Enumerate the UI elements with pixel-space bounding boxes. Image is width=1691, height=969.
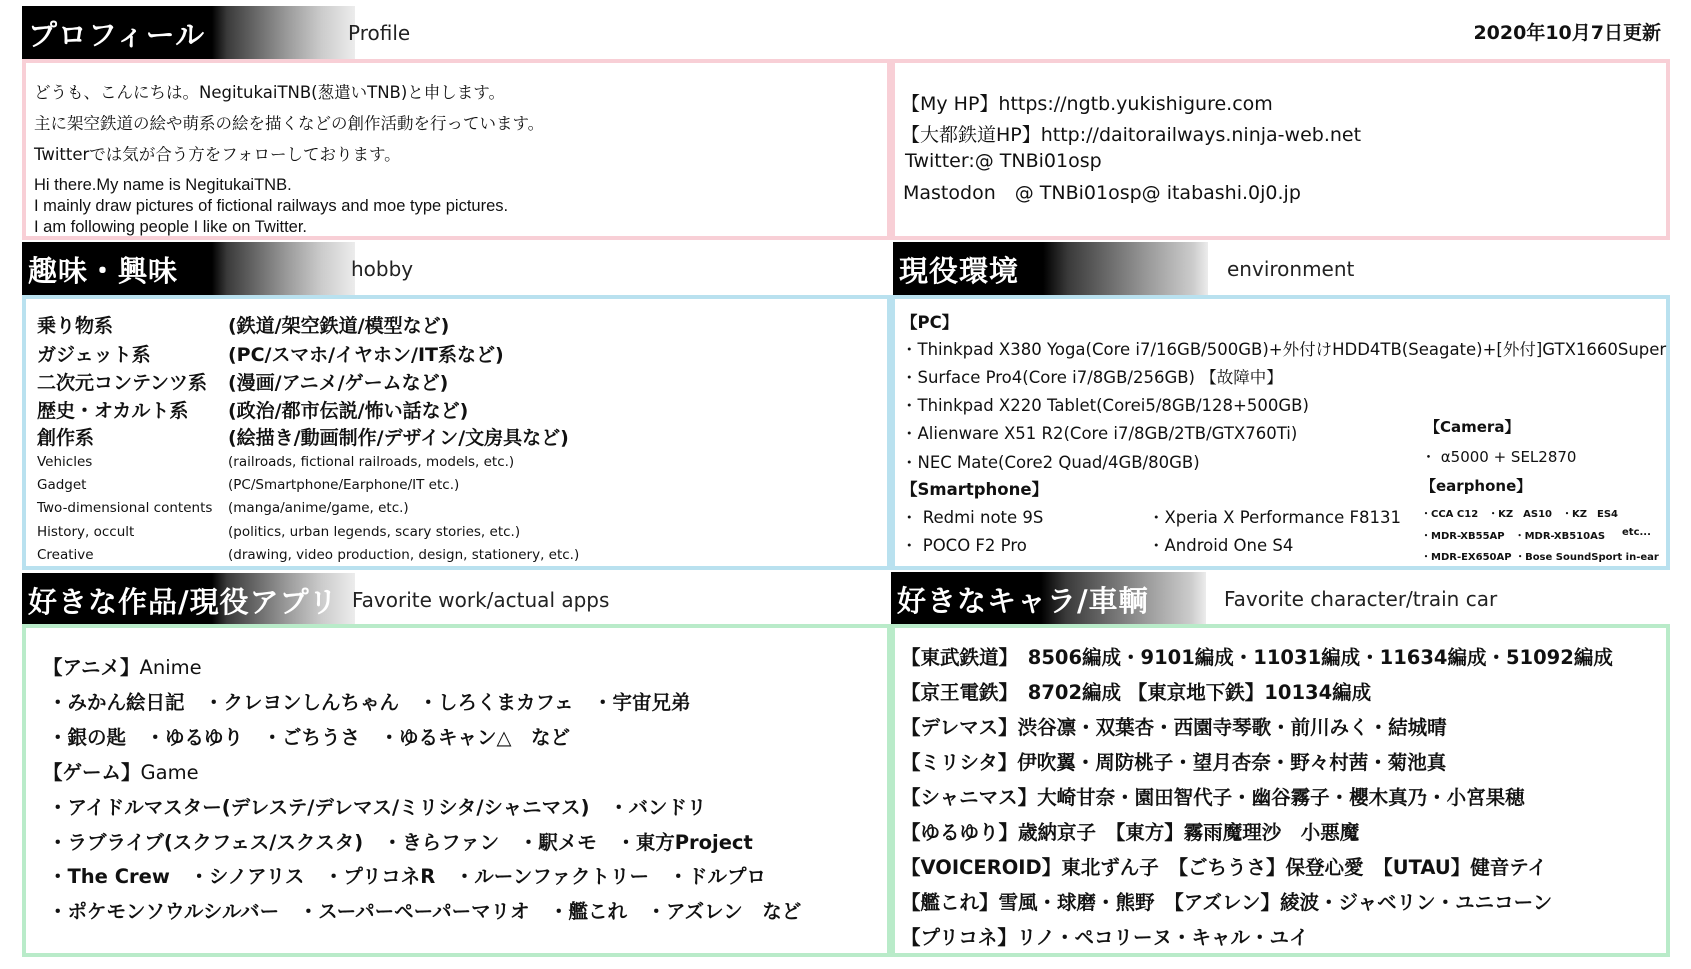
smartphone-item: ・Xperia X Performance F8131 [1148,508,1401,527]
favorite-chars-box [891,624,1670,957]
hobby-desc: (漫画/アニメ/ゲームなど) [228,372,449,394]
pc-item: ・Alienware X51 R2(Core i7/8GB/2TB/GTX760Ti) [901,424,1298,443]
profile-en-line: I mainly draw pictures of fictional railways and moe type pictures. [34,197,509,215]
pc-item: ・NEC Mate(Core2 Quad/4GB/80GB) [901,453,1200,472]
favorite-char-line: 【デレマス】渋谷凛・双葉杏・西園寺琴歌・前川みく・結城晴 [901,716,1447,739]
game-en: Game [140,761,199,784]
smartphone-item: ・ Redmi note 9S [901,508,1044,527]
smartphone-item: ・ POCO F2 Pro [901,536,1027,555]
profile-jp-line: Twitterでは気が合う方をフォローしております。 [34,145,401,164]
favorite-char-line: 【ゆるゆり】歳納京子 【東方】霧雨魔理沙 小悪魔 [901,821,1360,844]
environment-title: 現役環境 [893,242,1208,296]
favorite-works-header [22,573,882,627]
environment-header [893,242,1663,296]
hobby-label: 創作系 [37,427,95,449]
daito-railways-link[interactable]: 【大都鉄道HP】http://daitorailways.ninja-web.net [901,124,1362,146]
smartphone-header: 【Smartphone】 [901,480,1049,499]
earphone-item: ・CCA C12 ・KZ AS10 ・KZ ES4 [1421,509,1619,520]
hobby-label: 乗り物系 [37,315,114,337]
game-line: ・ポケモンソウルシルバー ・スーパーペーパーマリオ ・艦これ ・アズレン など [48,900,802,923]
profile-jp-line: どうも、こんにちは。NegitukaiTNB(葱遣いTNB)と申します。 [34,83,505,102]
homepage-link[interactable]: 【My HP】https://ngtb.yukishigure.com [901,93,1273,115]
anime-heading [43,652,202,680]
game-heading [43,757,199,785]
hobby-label: 歴史・オカルト系 [37,400,189,422]
hobby-en-desc: (manga/anime/game, etc.) [228,500,409,516]
earphone-header: 【earphone】 [1421,477,1532,495]
hobby-header [22,242,882,296]
favorite-chars-header [891,572,1670,626]
profile-header [22,6,822,60]
mastodon-link[interactable]: Mastodon @ TNBi01osp@ itabashi.0j0.jp [903,182,1301,204]
hobby-en-desc: (politics, urban legends, scary stories, etc.) [228,524,521,540]
favorite-char-line: 【ミリシタ】伊吹翼・周防桃子・望月杏奈・野々村茜・菊池真 [901,751,1447,774]
game-line: ・アイドルマスター(デレステ/デレマス/ミリシタ/シャニマス) ・バンドリ [48,796,707,819]
camera-header: 【Camera】 [1425,418,1520,436]
favorite-chars-title-en: Favorite character/train car [1224,587,1498,611]
favorite-char-line: 【シャニマス】大崎甘奈・園田智代子・幽谷霧子・櫻木真乃・小宮果穂 [901,786,1525,809]
game-header: 【ゲーム】 [43,761,141,784]
earphone-etc: etc... [1622,527,1651,538]
profile-en-line: Hi there.My name is NegitukaiTNB. [34,176,292,194]
favorite-works-title-en: Favorite work/actual apps [352,588,610,612]
anime-en: Anime [139,656,202,679]
hobby-desc: (政治/都市伝説/怖い話など) [228,400,469,422]
earphone-item: ・MDR-XB55AP ・MDR-XB510AS [1421,531,1606,542]
hobby-en-desc: (railroads, fictional railroads, models, etc.) [228,454,515,470]
profile-title: プロフィール [22,6,355,60]
update-date: 2020年10月7日更新 [1473,22,1661,44]
twitter-link[interactable]: Twitter:@ TNBi01osp [905,150,1102,172]
game-line: ・ラブライブ(スクフェス/スクスタ) ・きらファン ・駅メモ ・東方Project [48,831,753,854]
earphone-item: ・MDR-EX650AP ・Bose SoundSport in-ear [1421,552,1659,563]
hobby-title: 趣味・興味 [22,242,355,296]
hobby-desc: (PC/スマホ/イヤホン/IT系など) [228,344,504,366]
pc-item: ・Surface Pro4(Core i7/8GB/256GB) 【故障中】 [901,368,1283,387]
favorite-char-line: 【東武鉄道】 8506編成・9101編成・11031編成・11634編成・51092編成 [901,646,1613,669]
anime-line: ・銀の匙 ・ゆるゆり ・ごちうさ ・ゆるキャン△ など [48,726,570,749]
profile-jp-line: 主に架空鉄道の絵や萌系の絵を描くなどの創作活動を行っています。 [34,114,545,133]
hobby-en-label: Vehicles [37,454,93,470]
links-box [891,59,1670,240]
pc-item: ・Thinkpad X380 Yoga(Core i7/16GB/500GB)+外付けHDD4TB(Seagate)+[外付]GTX1660Super [901,340,1667,359]
anime-line: ・みかん絵日記 ・クレヨンしんちゃん ・しろくまカフェ ・宇宙兄弟 [48,691,691,714]
hobby-label: ガジェット系 [37,344,151,366]
profile-title-en: Profile [348,21,411,45]
favorite-chars-title: 好きなキャラ/車輌 [891,572,1206,626]
pc-header: 【PC】 [901,313,959,332]
profile-box [22,59,891,240]
favorite-char-line: 【プリコネ】リノ・ペコリーヌ・キャル・ユイ [901,926,1309,949]
hobby-en-label: Gadget [37,477,87,493]
hobby-desc: (鉄道/架空鉄道/模型など) [228,315,450,337]
favorite-works-box [22,624,891,957]
environment-title-en: environment [1227,257,1355,281]
anime-header: 【アニメ】 [43,656,140,679]
environment-box [891,295,1670,570]
hobby-en-label: History, occult [37,524,135,540]
hobby-en-desc: (PC/Smartphone/Earphone/IT etc.) [228,477,460,493]
camera-item: ・ α5000 + SEL2870 [1421,448,1577,466]
hobby-en-desc: (drawing, video production, design, stationery, etc.) [228,547,580,563]
favorite-char-line: 【VOICEROID】東北ずん子 【ごちうさ】保登心愛 【UTAU】健音テイ [901,856,1547,879]
favorite-char-line: 【京王電鉄】 8702編成 【東京地下鉄】10134編成 [901,681,1372,704]
pc-item: ・Thinkpad X220 Tablet(Corei5/8GB/128+500GB) [901,396,1309,415]
favorite-works-title: 好きな作品/現役アプリ [22,573,355,627]
smartphone-item: ・Android One S4 [1148,536,1294,555]
profile-en-line: I am following people I like on Twitter. [34,218,308,236]
hobby-en-label: Two-dimensional contents [37,500,213,516]
hobby-desc: (絵描き/動画制作/デザイン/文房具など) [228,427,569,449]
hobby-en-label: Creative [37,547,94,563]
hobby-box [22,295,891,570]
favorite-char-line: 【艦これ】雪風・球磨・熊野 【アズレン】綾波・ジャベリン・ユニコーン [901,891,1553,914]
game-line: ・The Crew ・シノアリス ・プリコネR ・ルーンファクトリー ・ドルプロ [48,865,766,888]
hobby-title-en: hobby [351,257,414,281]
hobby-label: 二次元コンテンツ系 [37,372,208,394]
